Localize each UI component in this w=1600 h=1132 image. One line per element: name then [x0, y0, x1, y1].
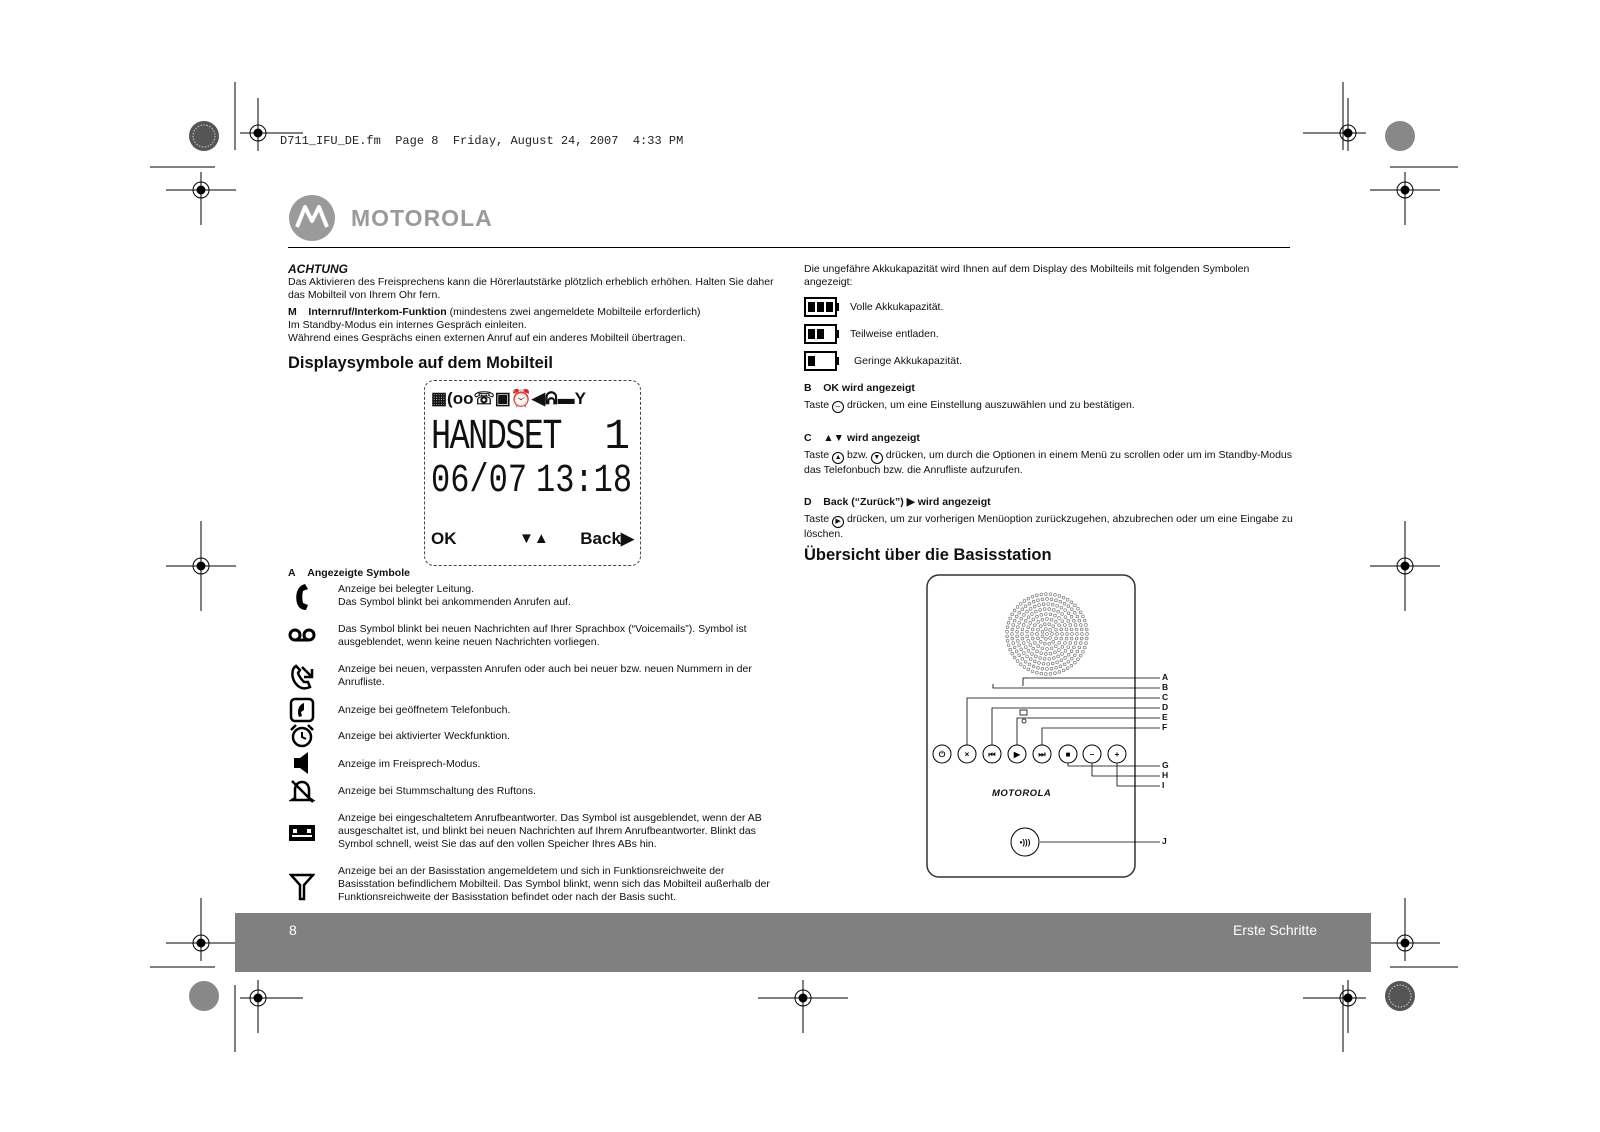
symbol-text: Anzeige bei aktivierter Weckfunktion.	[338, 730, 510, 742]
answering-machine-icon	[288, 824, 316, 842]
battery-label: Geringe Akkukapazität.	[854, 355, 962, 367]
symbol-text: Anzeige bei geöffnetem Telefonbuch.	[338, 704, 511, 716]
battery-partial-icon	[804, 324, 840, 344]
b-text-post: drücken, um eine Einstellung auszuwählen und zu bestätigen.	[846, 399, 1135, 411]
svg-text:▶: ▶	[1013, 750, 1021, 759]
lcd-time: 13:18	[535, 459, 632, 504]
c-title: ▲▼ wird angezeigt	[823, 432, 920, 444]
c-text-mid: bzw.	[846, 449, 868, 461]
base-label-f: F	[1162, 722, 1168, 732]
svg-text:+: +	[1114, 750, 1120, 759]
antenna-icon	[289, 873, 315, 901]
battery-intro: Die ungefähre Akkukapazität wird Ihnen auf dem Display des Mobilteils mit folgenden Symbolen angezeigt:	[804, 263, 1250, 288]
svg-text:•))): •)))	[1019, 838, 1031, 847]
lcd-date: 06/07	[431, 459, 528, 504]
back-key-icon: ▶	[832, 516, 844, 528]
warning-title: ACHTUNG	[288, 262, 348, 276]
symbol-text: Anzeige bei belegter Leitung. Das Symbol blinkt bei ankommenden Anrufen auf.	[338, 583, 571, 608]
display-heading: Displaysymbole auf dem Mobilteil	[288, 354, 553, 372]
m-note: (mindestens zwei angemeldete Mobilteile erforderlich)	[449, 306, 701, 318]
lcd-status-icons: ▦(oo☏▣⏰◀ᕱ▬Y	[431, 389, 587, 408]
warning-text: Das Aktivieren des Freisprechens kann die Hörerlautstärke plötzlich erheblich erhöhen. Halten Sie daher das Mobilteil von Ihrem Ohr fern.	[288, 276, 774, 301]
brand-wordmark: MOTOROLA	[351, 205, 493, 231]
section-title: Erste Schritte	[1232, 922, 1317, 938]
battery-bar	[808, 356, 815, 366]
phone-icon	[291, 583, 313, 611]
voicemail-icon	[288, 623, 316, 643]
svg-text:⏮: ⏮	[988, 750, 996, 759]
battery-low-icon	[804, 351, 840, 371]
b-letter: B	[804, 382, 812, 394]
symbol-row-phone	[286, 583, 786, 623]
c-text-pre: Taste	[804, 449, 830, 461]
file-info: D711_IFU_DE.fm Page 8 Friday, August 24, 2007 4:33 PM	[280, 134, 684, 148]
symbol-row-voicemail	[286, 623, 786, 663]
speaker-icon	[291, 751, 313, 775]
symbol-text: Das Symbol blinkt bei neuen Nachrichten auf Ihrer Sprachbox (“Voicemails”). Symbol ist ausgeblendet, wenn keine neuen Nachrichten vorliegen.	[338, 623, 747, 648]
battery-bar	[826, 302, 833, 312]
d-title: Back (“Zurück”) ▶ wird angezeigt	[823, 496, 991, 508]
b-title: OK wird angezeigt	[823, 382, 915, 394]
lcd-back: Back▶	[580, 529, 634, 548]
b-text-pre: Taste	[804, 399, 830, 411]
svg-text:⏻: ⏻	[938, 750, 946, 759]
symbol-row-answering-machine	[286, 812, 786, 864]
battery-bar	[817, 302, 824, 312]
battery-bar	[808, 302, 815, 312]
base-brand: MOTOROLA	[992, 788, 1052, 799]
header-rule	[288, 247, 1290, 248]
phonebook-icon	[289, 697, 315, 723]
base-label-c: C	[1162, 692, 1169, 702]
battery-row-partial	[804, 324, 1224, 346]
d-text-pre: Taste	[804, 513, 830, 525]
base-station-drawing	[920, 572, 1180, 882]
battery-row-full	[804, 297, 1224, 319]
symbol-text: Anzeige bei Stummschaltung des Ruftons.	[338, 785, 536, 797]
svg-text:–: –	[1089, 750, 1095, 759]
m-line2: Während eines Gesprächs einen externen Anruf auf ein anderes Mobilteil übertragen.	[288, 332, 686, 344]
base-label-d: D	[1162, 702, 1169, 712]
lcd-line1: HANDSET	[431, 412, 561, 461]
m-title: Internruf/Interkom-Funktion	[308, 306, 447, 318]
lcd-ok: OK	[431, 529, 457, 548]
battery-label: Volle Akkukapazität.	[850, 301, 944, 313]
d-letter: D	[804, 496, 812, 508]
c-letter: C	[804, 432, 812, 444]
a-letter: A	[288, 567, 296, 579]
m-line1: Im Standby-Modus ein internes Gespräch einleiten.	[288, 319, 527, 331]
lcd-display	[424, 380, 641, 566]
lcd-line1-num: 1	[604, 412, 630, 461]
battery-label: Teilweise entladen.	[850, 328, 939, 340]
battery-bar	[808, 329, 815, 339]
motorola-logo	[288, 194, 548, 242]
battery-bar	[817, 329, 824, 339]
base-label-g: G	[1162, 760, 1169, 770]
svg-text:×: ×	[964, 750, 970, 759]
base-label-a: A	[1162, 672, 1169, 682]
m-letter: M	[288, 306, 297, 318]
a-title: Angezeigte Symbole	[307, 567, 410, 579]
symbol-row-antenna	[286, 865, 786, 917]
symbol-text: Anzeige bei eingeschaltetem Anrufbeantworter. Das Symbol ist ausgeblendet, wenn der AB ausgeschaltet ist, und blinkt bei neuen Nachrichten auf Ihrem Anrufbeantworter. Blinkt das Symbol schnell, weist Sie das auf den vollen Speicher Ihres ABs hin.	[338, 812, 762, 850]
base-label-b: B	[1162, 682, 1169, 692]
base-label-e: E	[1162, 712, 1168, 722]
symbol-text: Anzeige im Freisprech-Modus.	[338, 758, 481, 770]
ringer-off-icon	[289, 778, 315, 804]
alarm-icon	[289, 723, 315, 749]
down-key-icon: ▼	[871, 452, 883, 464]
svg-text:⏭: ⏭	[1038, 750, 1046, 759]
symbol-text: Anzeige bei an der Basisstation angemeldetem und sich in Funktionsreichweite der Basisstation befindlichem Mobilteil. Das Symbol blinkt, wenn sich das Mobilteil außerhalb der Funktionsreichweite der Basisstation befindet oder nach der Basis sucht.	[338, 865, 770, 903]
missed-call-icon	[288, 663, 316, 691]
c-text-post: drücken, um durch die Optionen in einem Menü zu scrollen oder um im Standby-Modus das Telefonbuch bzw. die Anrufliste aufzurufen.	[804, 449, 1293, 476]
symbol-text: Anzeige bei neuen, verpassten Anrufen oder auch bei neuer bzw. neuen Nummern in der Anrufliste.	[338, 663, 752, 688]
svg-text:■: ■	[1065, 750, 1071, 759]
d-text-post: drücken, um zur vorherigen Menüoption zurückzugehen, abzubrechen oder um eine Eingabe zu löschen.	[804, 513, 1293, 540]
base-label-i: I	[1162, 780, 1165, 790]
footer-bar	[235, 913, 1371, 972]
battery-full-icon	[804, 297, 840, 317]
lcd-arrows: ▼▲	[519, 530, 549, 547]
base-label-j: J	[1162, 836, 1167, 846]
base-label-h: H	[1162, 770, 1169, 780]
base-heading: Übersicht über die Basisstation	[804, 546, 1052, 564]
page-number: 8	[289, 922, 297, 938]
base-station-diagram	[920, 572, 1180, 882]
battery-row-low	[804, 351, 1224, 373]
ok-key-icon: –	[832, 401, 844, 413]
up-key-icon: ▲	[832, 452, 844, 464]
motorola-batwing-icon	[288, 194, 336, 242]
